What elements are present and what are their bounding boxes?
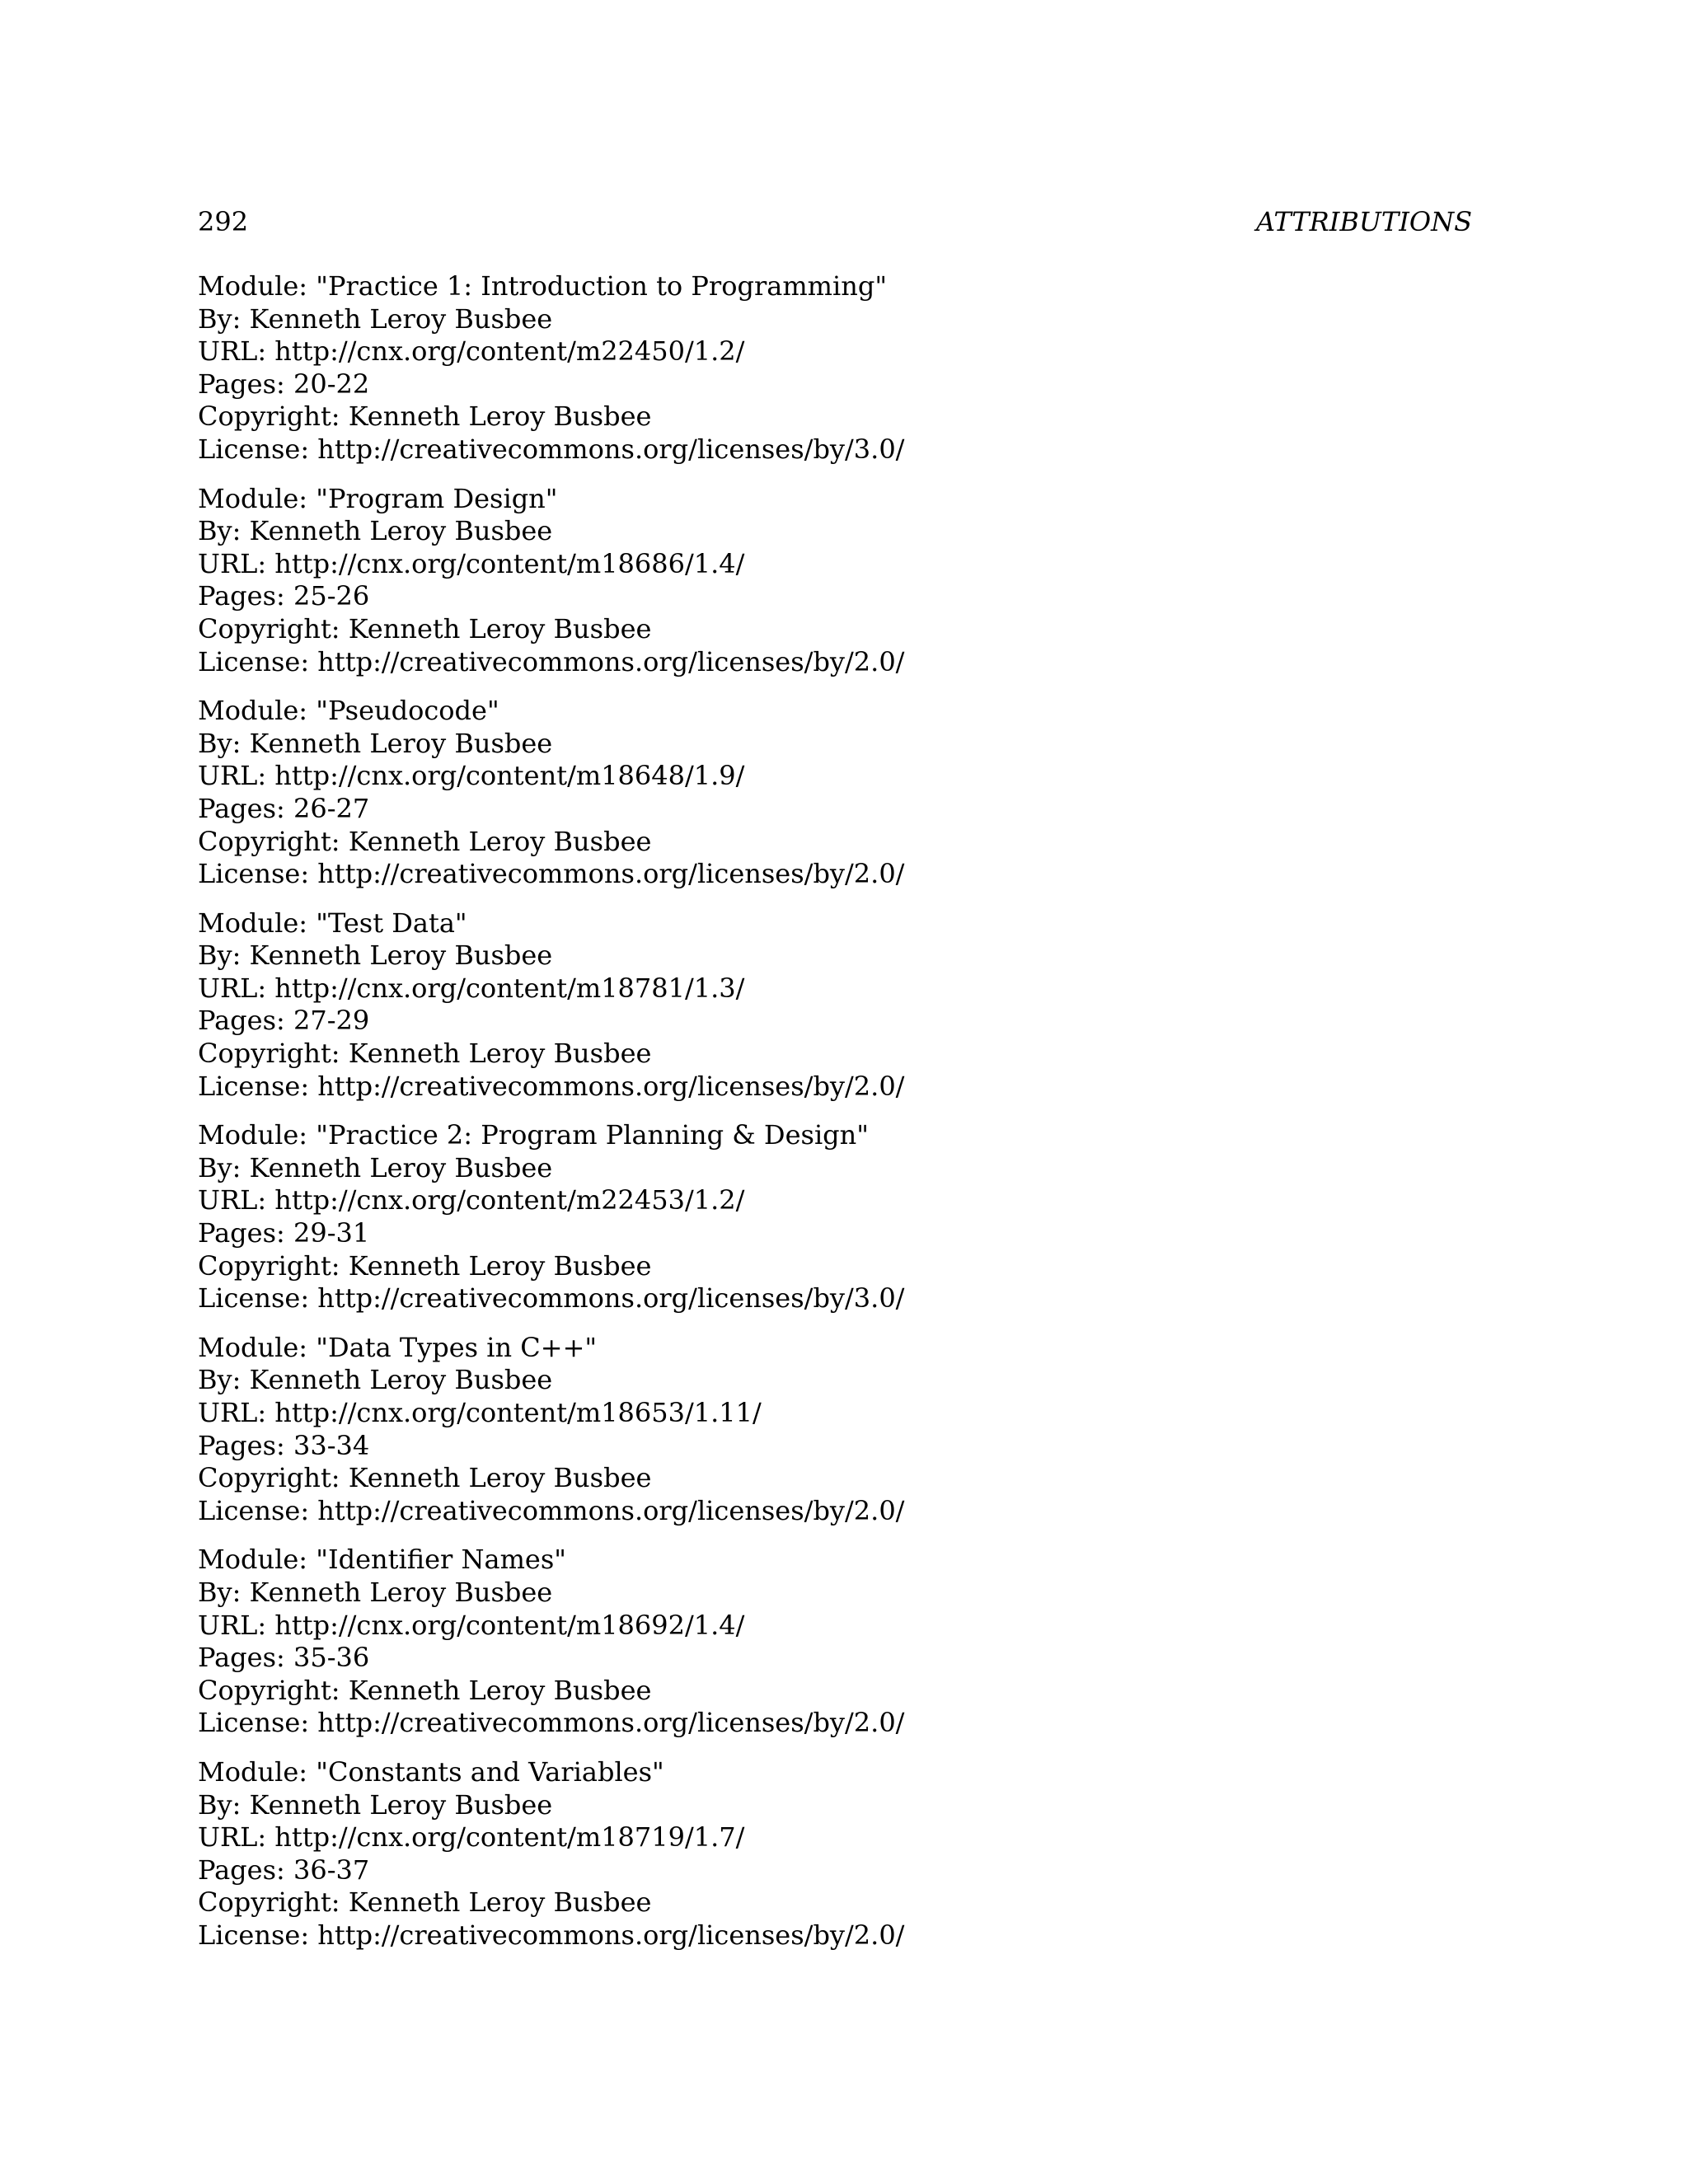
copyright: Copyright: Kenneth Leroy Busbee xyxy=(198,825,652,857)
attribution-entry xyxy=(198,1119,1472,1315)
copyright: Copyright: Kenneth Leroy Busbee xyxy=(198,1886,652,1919)
author: By: Kenneth Leroy Busbee xyxy=(198,1788,553,1821)
attribution-entry xyxy=(198,270,1472,466)
author: By: Kenneth Leroy Busbee xyxy=(198,727,553,759)
license-url: License: http://creativecommons.org/licenses/by/3.0/ xyxy=(198,1282,905,1315)
author: By: Kenneth Leroy Busbee xyxy=(198,515,553,547)
page-range: Pages: 36-37 xyxy=(198,1854,370,1886)
module-title: Module: "Test Data" xyxy=(198,907,467,939)
copyright: Copyright: Kenneth Leroy Busbee xyxy=(198,401,652,433)
license-url: License: http://creativecommons.org/licenses/by/2.0/ xyxy=(198,1919,905,1951)
page-range: Pages: 35-36 xyxy=(198,1642,370,1674)
author: By: Kenneth Leroy Busbee xyxy=(198,1151,553,1183)
page-range: Pages: 29-31 xyxy=(198,1217,370,1249)
module-title: Module: "Practice 2: Program Planning & Design" xyxy=(198,1119,869,1151)
module-url: URL: http://cnx.org/content/m22453/1.2/ xyxy=(198,1184,745,1216)
module-url: URL: http://cnx.org/content/m18648/1.9/ xyxy=(198,760,745,792)
module-title: Module: "Program Design" xyxy=(198,482,558,514)
module-url: URL: http://cnx.org/content/m18686/1.4/ xyxy=(198,547,745,579)
module-url: URL: http://cnx.org/content/m18692/1.4/ xyxy=(198,1609,745,1641)
attribution-entry xyxy=(198,483,1472,679)
copyright: Copyright: Kenneth Leroy Busbee xyxy=(198,1674,652,1706)
module-url: URL: http://cnx.org/content/m18719/1.7/ xyxy=(198,1821,745,1854)
module-title: Module: "Constants and Variables" xyxy=(198,1755,664,1788)
attribution-entry xyxy=(198,1756,1472,1952)
copyright: Copyright: Kenneth Leroy Busbee xyxy=(198,1462,652,1494)
page-number: 292 xyxy=(198,206,249,237)
author: By: Kenneth Leroy Busbee xyxy=(198,302,553,335)
attribution-entry xyxy=(198,695,1472,891)
page-range: Pages: 33-34 xyxy=(198,1429,370,1461)
attribution-entry xyxy=(198,1332,1472,1528)
module-title: Module: "Practice 1: Introduction to Programming" xyxy=(198,270,888,302)
module-title: Module: "Identifier Names" xyxy=(198,1544,566,1576)
page-range: Pages: 27-29 xyxy=(198,1005,370,1037)
author: By: Kenneth Leroy Busbee xyxy=(198,1364,553,1396)
module-title: Module: "Pseudocode" xyxy=(198,695,499,727)
copyright: Copyright: Kenneth Leroy Busbee xyxy=(198,1249,652,1282)
attribution-entry xyxy=(198,907,1472,1104)
running-title: ATTRIBUTIONS xyxy=(1256,206,1472,237)
module-url: URL: http://cnx.org/content/m22450/1.2/ xyxy=(198,335,745,368)
author: By: Kenneth Leroy Busbee xyxy=(198,940,553,972)
license-url: License: http://creativecommons.org/licenses/by/2.0/ xyxy=(198,1707,905,1739)
license-url: License: http://creativecommons.org/licenses/by/2.0/ xyxy=(198,1494,905,1526)
license-url: License: http://creativecommons.org/licenses/by/2.0/ xyxy=(198,645,905,677)
copyright: Copyright: Kenneth Leroy Busbee xyxy=(198,612,652,644)
license-url: License: http://creativecommons.org/licenses/by/3.0/ xyxy=(198,433,905,465)
license-url: License: http://creativecommons.org/licenses/by/2.0/ xyxy=(198,1070,905,1102)
page-range: Pages: 26-27 xyxy=(198,792,370,824)
module-title: Module: "Data Types in C++" xyxy=(198,1331,598,1363)
attribution-entry xyxy=(198,1544,1472,1740)
copyright: Copyright: Kenneth Leroy Busbee xyxy=(198,1038,652,1070)
license-url: License: http://creativecommons.org/licenses/by/2.0/ xyxy=(198,858,905,890)
module-url: URL: http://cnx.org/content/m18653/1.11/ xyxy=(198,1397,762,1428)
page-header xyxy=(198,202,1472,241)
author: By: Kenneth Leroy Busbee xyxy=(198,1576,553,1608)
page-range: Pages: 25-26 xyxy=(198,580,370,612)
page-range: Pages: 20-22 xyxy=(198,368,370,400)
attribution-list xyxy=(198,270,1472,1969)
module-url: URL: http://cnx.org/content/m18781/1.3/ xyxy=(198,972,745,1004)
